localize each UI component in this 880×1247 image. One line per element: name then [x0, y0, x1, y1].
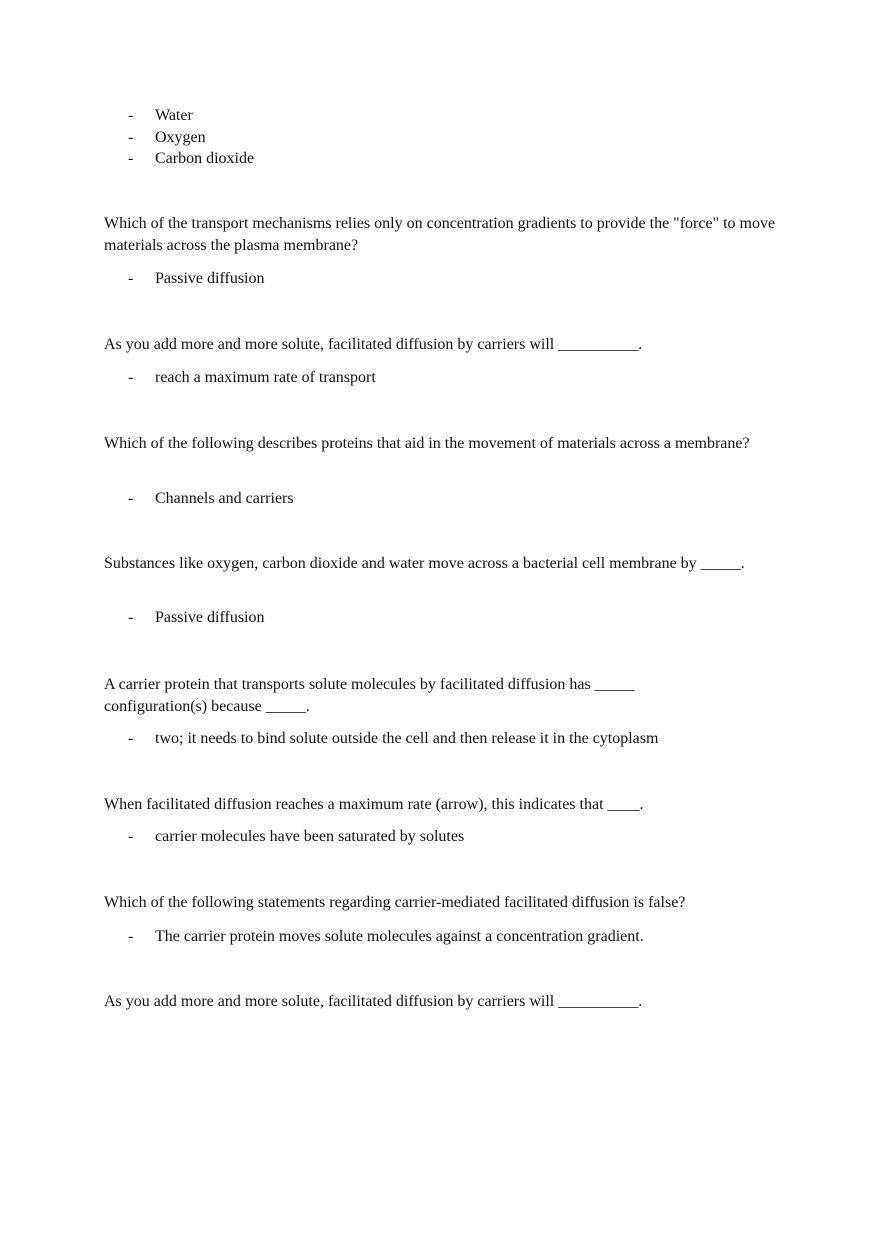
bullet-dash: - — [128, 150, 134, 167]
answer-text: Passive diffusion — [155, 270, 265, 287]
bullet-dash: - — [128, 928, 134, 945]
question-text: As you add more and more solute, facilitated diffusion by carriers will __________. — [104, 336, 643, 353]
answer-text: Passive diffusion — [155, 609, 265, 626]
answer-text: reach a maximum rate of transport — [155, 369, 376, 386]
question-text: As you add more and more solute, facilitated diffusion by carriers will __________. — [104, 993, 643, 1010]
question-text: Substances like oxygen, carbon dioxide and water move across a bacterial cell membrane by _____. — [104, 555, 745, 572]
bullet-dash: - — [128, 270, 134, 287]
answer-text: two; it needs to bind solute outside the cell and then release it in the cytoplasm — [155, 730, 659, 747]
question-text: Which of the following statements regarding carrier-mediated facilitated diffusion is false? — [104, 894, 686, 911]
bullet-dash: - — [128, 129, 134, 146]
answer-text: The carrier protein moves solute molecules against a concentration gradient. — [155, 928, 644, 945]
question-text: When facilitated diffusion reaches a maximum rate (arrow), this indicates that ____. — [104, 796, 644, 813]
bullet-dash: - — [128, 369, 134, 386]
list-item-text: Carbon dioxide — [155, 150, 255, 167]
question-text: Which of the transport mechanisms relies only on concentration gradients to provide the "force" to move materials across the plasma membrane? — [104, 215, 776, 254]
answer-text: Channels and carriers — [155, 490, 294, 507]
bullet-dash: - — [128, 828, 134, 845]
list-item-text: Oxygen — [155, 129, 206, 146]
answer-text: carrier molecules have been saturated by solutes — [155, 828, 465, 845]
bullet-dash: - — [128, 730, 134, 747]
question-text: A carrier protein that transports solute molecules by facilitated diffusion has _____ configuration(s) because _____. — [104, 676, 635, 715]
bullet-dash: - — [128, 107, 134, 124]
bullet-dash: - — [128, 609, 134, 626]
list-item-text: Water — [155, 107, 193, 124]
bullet-dash: - — [128, 490, 134, 507]
question-text: Which of the following describes proteins that aid in the movement of materials across a membrane? — [104, 435, 750, 452]
